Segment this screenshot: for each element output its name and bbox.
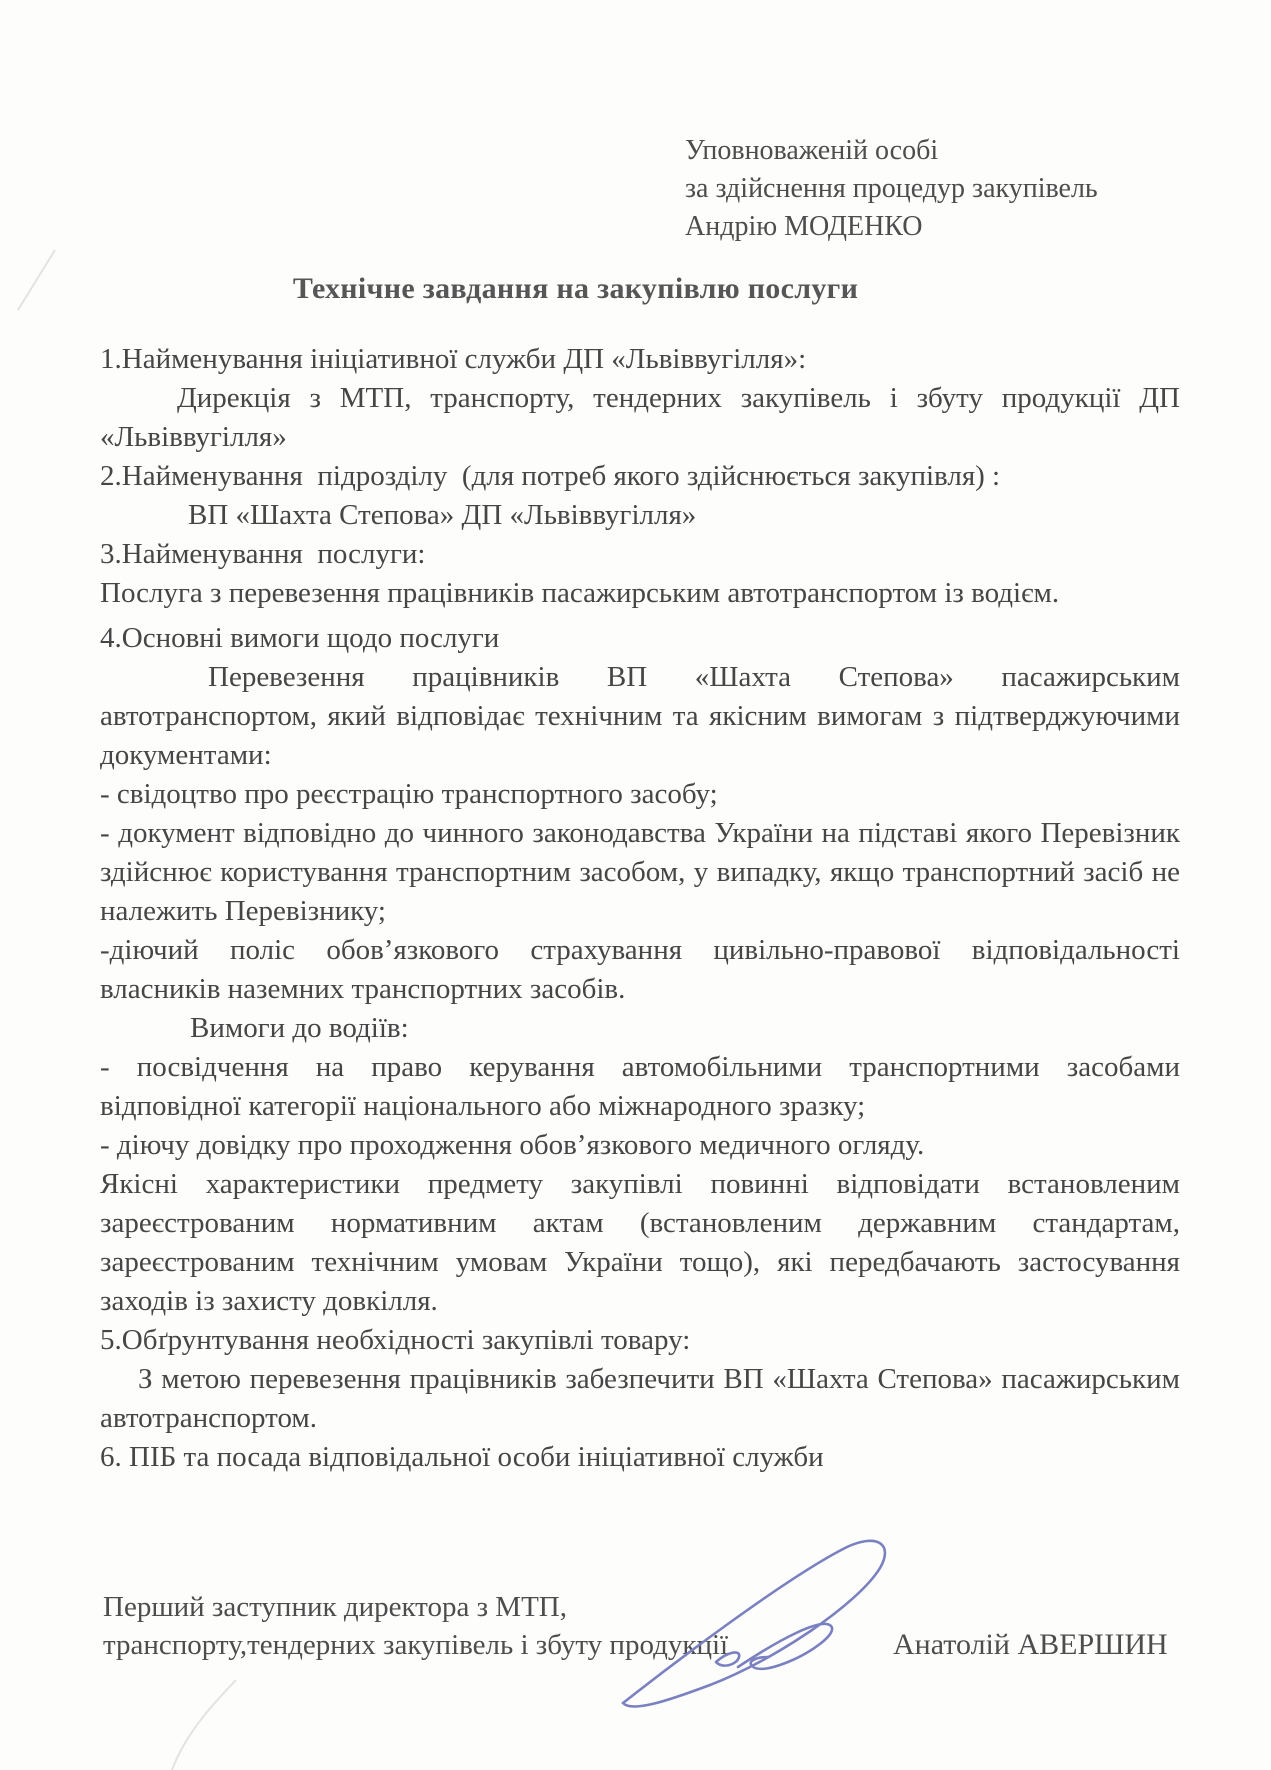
para-initiating-service-heading: 1.Найменування ініціативної служби ДП «Львіввугілля»: — [100, 343, 807, 375]
para-usage-document: - документ відповідно до чинного законодавства України на підставі якого Перевізник здійснює користування транспортним засобом, у випадку, якщо транспортний засіб не належить Перевізнику; — [100, 817, 1180, 927]
para-service-name-value: Послуга з перевезення працівників пасажирським автотранспортом із водієм. — [100, 577, 1060, 609]
signer-name: Анатолій АВЕРШИН — [893, 1628, 1168, 1661]
para-driver-requirements-heading: Вимоги до водіїв: — [190, 1012, 409, 1044]
para-driver-license: - посвідчення на право керування автомобільними транспортними засобами відповідної категорії національного або міжнародного зразку; — [100, 1051, 1180, 1122]
para-medical-certificate: - діючу довідку про проходження обов’язкового медичного огляду. — [100, 1129, 925, 1161]
para-insurance-policy: -діючий поліс обов’язкового страхування цивільно-правової відповідальності власників наземних транспортних засобів. — [100, 934, 1180, 1005]
para-quality-characteristics: Якісні характеристики предмету закупівлі повинні відповідати встановленим зареєстрованим нормативним актам (встановленим державним стандартам, зареєстрованим технічним умовам України тощо), які передбачають застосування заходів із захисту довкілля. — [100, 1168, 1180, 1317]
para-subdivision-heading: 2.Найменування підрозділу (для потреб якого здійснюється закупівля) : — [100, 460, 1001, 492]
page-title: Технічне завдання на закупівлю послуги — [292, 272, 859, 305]
recipient-line: за здійснення процедур закупівель — [685, 173, 1098, 204]
para-justification-heading: 5.Обґрунтування необхідності закупівлі товару: — [100, 1324, 691, 1356]
signoff-role-line: Перший заступник директора з МТП, — [103, 1591, 567, 1623]
para-initiating-service-value: Дирекція з МТП, транспорту, тендерних закупівель і збуту продукції ДП «Львіввугілля» — [100, 382, 1180, 453]
signoff-role-line: транспорту,тендерних закупівель і збуту продукції — [103, 1629, 729, 1661]
para-responsible-person-heading: 6. ПІБ та посада відповідальної особи ініціативної служби — [100, 1441, 824, 1473]
para-main-requirements-intro: Перевезення працівників ВП «Шахта Степова» пасажирським автотранспортом, який відповідає технічним та якісним вимогам з підтверджуючими документами: — [100, 661, 1180, 771]
para-service-name-heading: 3.Найменування послуги: — [100, 538, 426, 570]
para-registration-certificate: - свідоцтво про реєстрацію транспортного засобу; — [100, 778, 718, 810]
recipient-line: Уповноваженій особі — [685, 135, 939, 166]
para-main-requirements-heading: 4.Основні вимоги щодо послуги — [100, 622, 500, 654]
recipient-line: Андрію МОДЕНКО — [685, 211, 923, 242]
para-subdivision-value: ВП «Шахта Степова» ДП «Львіввугілля» — [188, 499, 697, 531]
para-justification-value: З метою перевезення працівників забезпечити ВП «Шахта Степова» пасажирським автотранспортом. — [100, 1363, 1180, 1434]
